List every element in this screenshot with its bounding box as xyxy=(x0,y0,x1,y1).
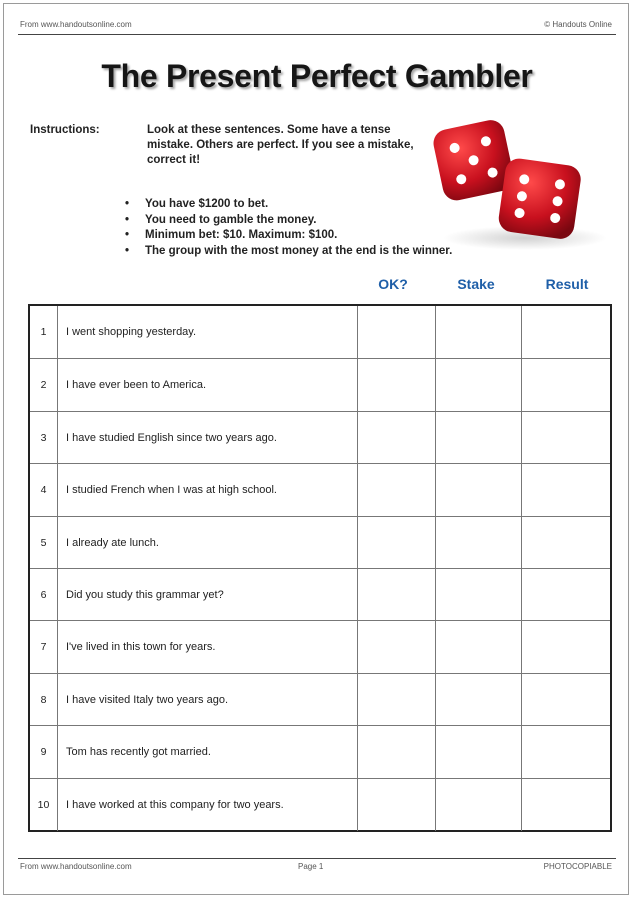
table-row xyxy=(30,568,610,621)
table-row xyxy=(30,673,610,726)
ok-cell[interactable] xyxy=(358,464,436,516)
row-sentence: I have studied English since two years ago. xyxy=(58,412,358,464)
row-sentence: I have visited Italy two years ago. xyxy=(58,674,358,726)
stake-cell[interactable] xyxy=(436,621,522,673)
rule-item: • The group with the most money at the end is the winner. xyxy=(125,244,453,257)
header-divider xyxy=(18,34,616,35)
row-number: 3 xyxy=(30,412,58,464)
rule-item: • You have $1200 to bet. xyxy=(125,198,269,210)
stake-cell[interactable] xyxy=(436,569,522,621)
table-row xyxy=(30,778,610,831)
stake-cell[interactable] xyxy=(436,464,522,516)
ok-cell[interactable] xyxy=(358,412,436,464)
result-cell[interactable] xyxy=(522,306,610,358)
table-row xyxy=(30,411,610,464)
row-number: 9 xyxy=(30,726,58,778)
row-sentence: I've lived in this town for years. xyxy=(58,621,358,673)
row-number: 6 xyxy=(30,569,58,621)
row-sentence: I went shopping yesterday. xyxy=(58,306,358,358)
row-number: 4 xyxy=(30,464,58,516)
gamble-table xyxy=(28,304,612,832)
rule-text: The group with the most money at the end is the winner. xyxy=(145,244,453,257)
stake-cell[interactable] xyxy=(436,779,522,831)
result-cell[interactable] xyxy=(522,674,610,726)
stake-cell[interactable] xyxy=(436,674,522,726)
stake-cell[interactable] xyxy=(436,517,522,569)
instructions-text: Look at these sentences. Some have a tense mistake. Others are perfect. If you see a mistake, correct it! xyxy=(147,124,414,166)
instructions-label: Instructions: xyxy=(30,124,100,136)
result-cell[interactable] xyxy=(522,412,610,464)
footer-photocopiable: PHOTOCOPIABLE xyxy=(543,862,612,871)
rules-list xyxy=(125,197,452,259)
ok-cell[interactable] xyxy=(358,726,436,778)
result-cell[interactable] xyxy=(522,517,610,569)
footer-page-number: Page 1 xyxy=(298,862,324,871)
table-row xyxy=(30,516,610,569)
table-row xyxy=(30,463,610,516)
table-row xyxy=(30,358,610,411)
result-cell[interactable] xyxy=(522,569,610,621)
ok-cell[interactable] xyxy=(358,359,436,411)
row-sentence: I studied French when I was at high school. xyxy=(58,464,358,516)
rule-text: Minimum bet: $10. Maximum: $100. xyxy=(145,229,338,241)
row-sentence: I have ever been to America. xyxy=(58,359,358,411)
stake-cell[interactable] xyxy=(436,726,522,778)
ok-cell[interactable] xyxy=(358,674,436,726)
row-sentence: I have worked at this company for two years. xyxy=(58,779,358,831)
row-number: 5 xyxy=(30,517,58,569)
rule-item: • Minimum bet: $10. Maximum: $100. xyxy=(125,229,338,241)
row-number: 8 xyxy=(30,674,58,726)
result-cell[interactable] xyxy=(522,779,610,831)
dice-icon xyxy=(430,112,615,252)
page-title: The Present Perfect Gambler xyxy=(101,58,533,94)
row-sentence: Tom has recently got married. xyxy=(58,726,358,778)
result-cell[interactable] xyxy=(522,359,610,411)
column-header-result: Result xyxy=(545,276,589,292)
result-cell[interactable] xyxy=(522,464,610,516)
result-cell[interactable] xyxy=(522,621,610,673)
rule-text: You have $1200 to bet. xyxy=(145,198,269,210)
row-number: 10 xyxy=(30,779,58,831)
ok-cell[interactable] xyxy=(358,306,436,358)
rule-text: You need to gamble the money. xyxy=(145,213,317,226)
header-source: From www.handoutsonline.com xyxy=(20,20,132,29)
footer-source: From www.handoutsonline.com xyxy=(20,862,132,871)
stake-cell[interactable] xyxy=(436,306,522,358)
row-sentence: Did you study this grammar yet? xyxy=(58,569,358,621)
stake-cell[interactable] xyxy=(436,359,522,411)
table-row xyxy=(30,725,610,778)
row-number: 7 xyxy=(30,621,58,673)
table-row xyxy=(30,620,610,673)
stake-cell[interactable] xyxy=(436,412,522,464)
row-number: 2 xyxy=(30,359,58,411)
result-cell[interactable] xyxy=(522,726,610,778)
table-row xyxy=(30,306,610,358)
ok-cell[interactable] xyxy=(358,779,436,831)
column-header-ok: OK? xyxy=(378,276,408,292)
header-copyright: © Handouts Online xyxy=(544,20,612,29)
row-number: 1 xyxy=(30,306,58,358)
ok-cell[interactable] xyxy=(358,569,436,621)
ok-cell[interactable] xyxy=(358,517,436,569)
column-header-stake: Stake xyxy=(457,276,495,292)
ok-cell[interactable] xyxy=(358,621,436,673)
rule-item: • You need to gamble the money. xyxy=(125,213,317,226)
row-sentence: I already ate lunch. xyxy=(58,517,358,569)
footer-divider xyxy=(18,858,616,859)
